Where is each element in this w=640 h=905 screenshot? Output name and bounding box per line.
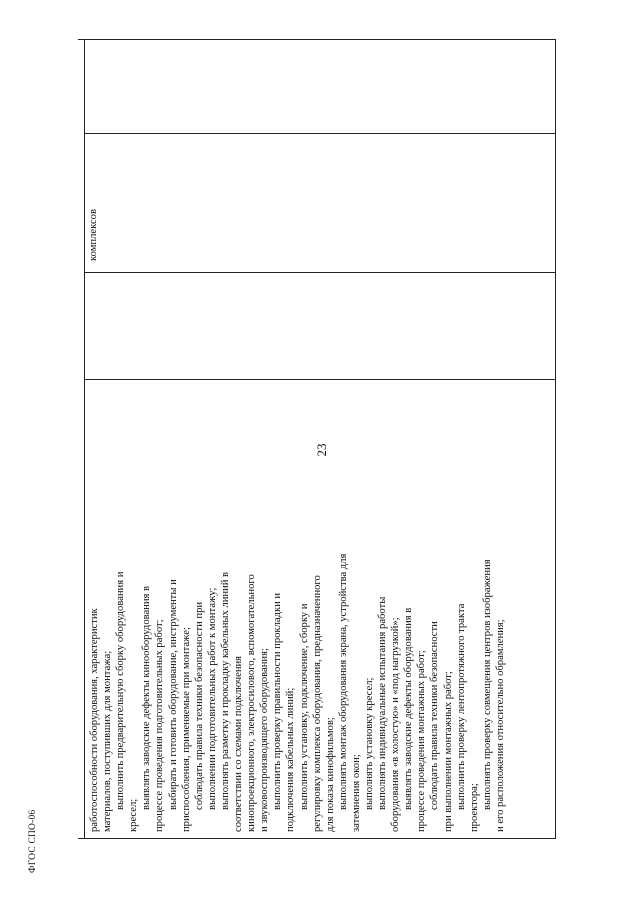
skill-line: выполнять индивидуальные испытания работы [377, 596, 389, 810]
table-border-col-2-3 [84, 272, 556, 273]
skill-line: выполнять разметку и прокладку кабельных линий в [219, 571, 231, 810]
skill-line: регулировку комплекса оборудования, предназначенного [311, 575, 323, 832]
skill-line: выявлять заводские дефекты оборудования в [403, 607, 415, 810]
skill-line: процессе проведения монтажных работ; [416, 650, 428, 832]
skill-line: соблюдать правила техники безопасности [429, 621, 441, 810]
skills-text [84, 490, 511, 838]
skill-line: и его расположения относительно обрамления; [494, 619, 506, 832]
skill-line: выполнить установку, подключение, сборку и [298, 603, 310, 810]
footer-standard-code: ФГОС СПО-06 [28, 809, 38, 873]
table-border-col-1-2 [84, 379, 556, 380]
table-cell-skills [84, 490, 564, 838]
skill-line: для показа кинофильмов; [324, 717, 336, 832]
table-border-top [78, 39, 556, 40]
skill-line: затемнения окон; [350, 754, 362, 832]
skill-line: выполнить проверку правильности прокладки и [272, 592, 284, 810]
skill-line: выполнить предварительную сборку оборудования и [115, 571, 127, 810]
skill-line: выполнить проверку лентопротяжного тракта [455, 603, 467, 810]
skill-line: выполнении подготовительных работ к монтажу; [206, 587, 218, 810]
table-border-col-3-4 [84, 133, 556, 134]
skill-line: соблюдать правила техники безопасности при [193, 601, 205, 810]
table-border-bottom [78, 838, 556, 839]
skill-line: выявлять заводские дефекты кинооборудования в [141, 585, 153, 810]
skill-line: кинопроекционного, электросилового, вспомогательного [246, 574, 258, 832]
skill-line: при выполнении монтажных работ; [442, 671, 454, 832]
skill-line: выполнять монтаж оборудования экрана, устройства для [337, 553, 349, 810]
skill-line: выбирать и готовить оборудование, инструменты и [167, 579, 179, 810]
skill-line: оборудования «в холостую» и «под нагрузкой»; [390, 617, 402, 832]
skill-line: материалов, поступивших для монтажа; [102, 650, 114, 832]
page-number: 23 [314, 443, 329, 457]
table-cell-complexes [85, 45, 107, 265]
skill-line: приспособления, применяемые при монтаже; [180, 627, 192, 832]
complexes-text: комплексов [88, 209, 99, 261]
skill-line: соответствии со схемами подключения [233, 655, 245, 832]
skill-line: подключения кабельных линий; [285, 687, 297, 832]
skill-line: и звуковоспроизводящего оборудования; [259, 648, 271, 832]
skill-line: выполнять проверку совмещения центров изображения [481, 559, 493, 810]
skill-line: процессе проведения подготовительных работ; [154, 619, 166, 832]
skill-line: проектора; [468, 783, 480, 832]
skill-line: кресел; [128, 798, 140, 832]
skill-line: работоспособности оборудования, характеристик [89, 608, 100, 832]
skill-line: выполнять установку кресел; [363, 677, 375, 810]
